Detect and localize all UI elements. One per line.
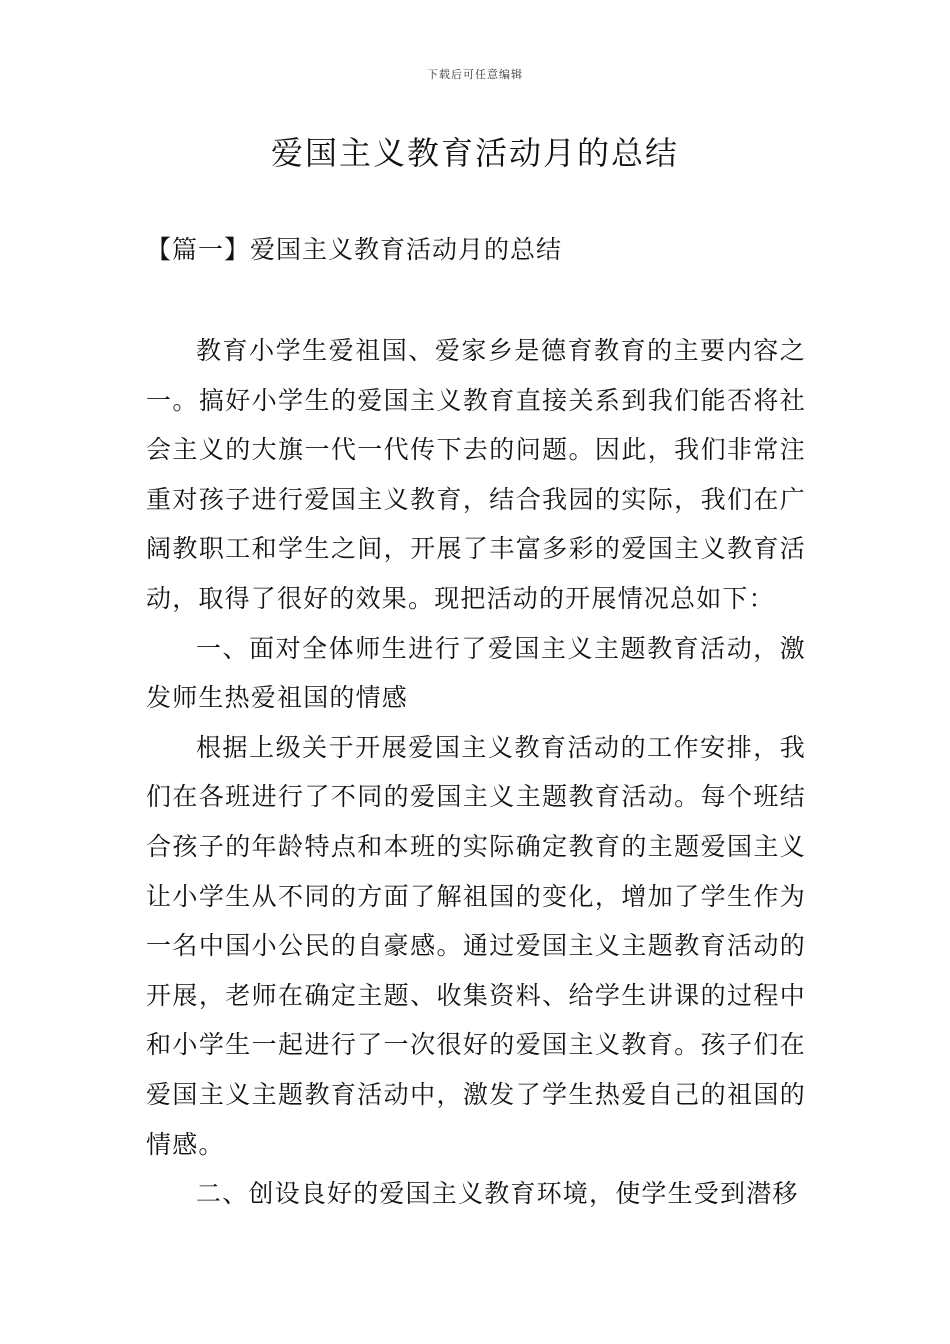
paragraph-intro: 教育小学生爱祖国、爱家乡是德育教育的主要内容之一。搞好小学生的爱国主义教育直接关系到我们能否将社会主义的大旗一代一代传下去的问题。因此，我们非常注重对孩子进行爱国主义教育，结合我园的实际，我们在广阔教职工和学生之间，开展了丰富多彩的爱国主义教育活动，取得了很好的效果。现把活动的开展情况总如下： xyxy=(146,336,806,613)
section-heading: 【篇一】爱国主义教育活动月的总结 xyxy=(146,235,563,264)
document-body xyxy=(146,326,806,1219)
header-note: 下载后可任意编辑 xyxy=(427,68,523,81)
paragraph-point-one-heading: 一、面对全体师生进行了爱国主义主题教育活动，激发师生热爱祖国的情感 xyxy=(146,633,806,713)
document-title: 爱国主义教育活动月的总结 xyxy=(270,134,679,172)
paragraph-point-one-body: 根据上级关于开展爱国主义教育活动的工作安排，我们在各班进行了不同的爱国主义主题教育活动。每个班结合孩子的年龄特点和本班的实际确定教育的主题爱国主义让小学生从不同的方面了解祖国的变化，增加了学生作为一名中国小公民的自豪感。通过爱国主义主题教育活动的开展，老师在确定主题、收集资料、给学生讲课的过程中和小学生一起进行了一次很好的爱国主义教育。孩子们在爱国主义主题教育活动中，激发了学生热爱自己的祖国的情感。 xyxy=(146,732,806,1159)
paragraph-point-two-heading: 二、创设良好的爱国主义教育环境，使学生受到潜移 xyxy=(196,1179,799,1209)
